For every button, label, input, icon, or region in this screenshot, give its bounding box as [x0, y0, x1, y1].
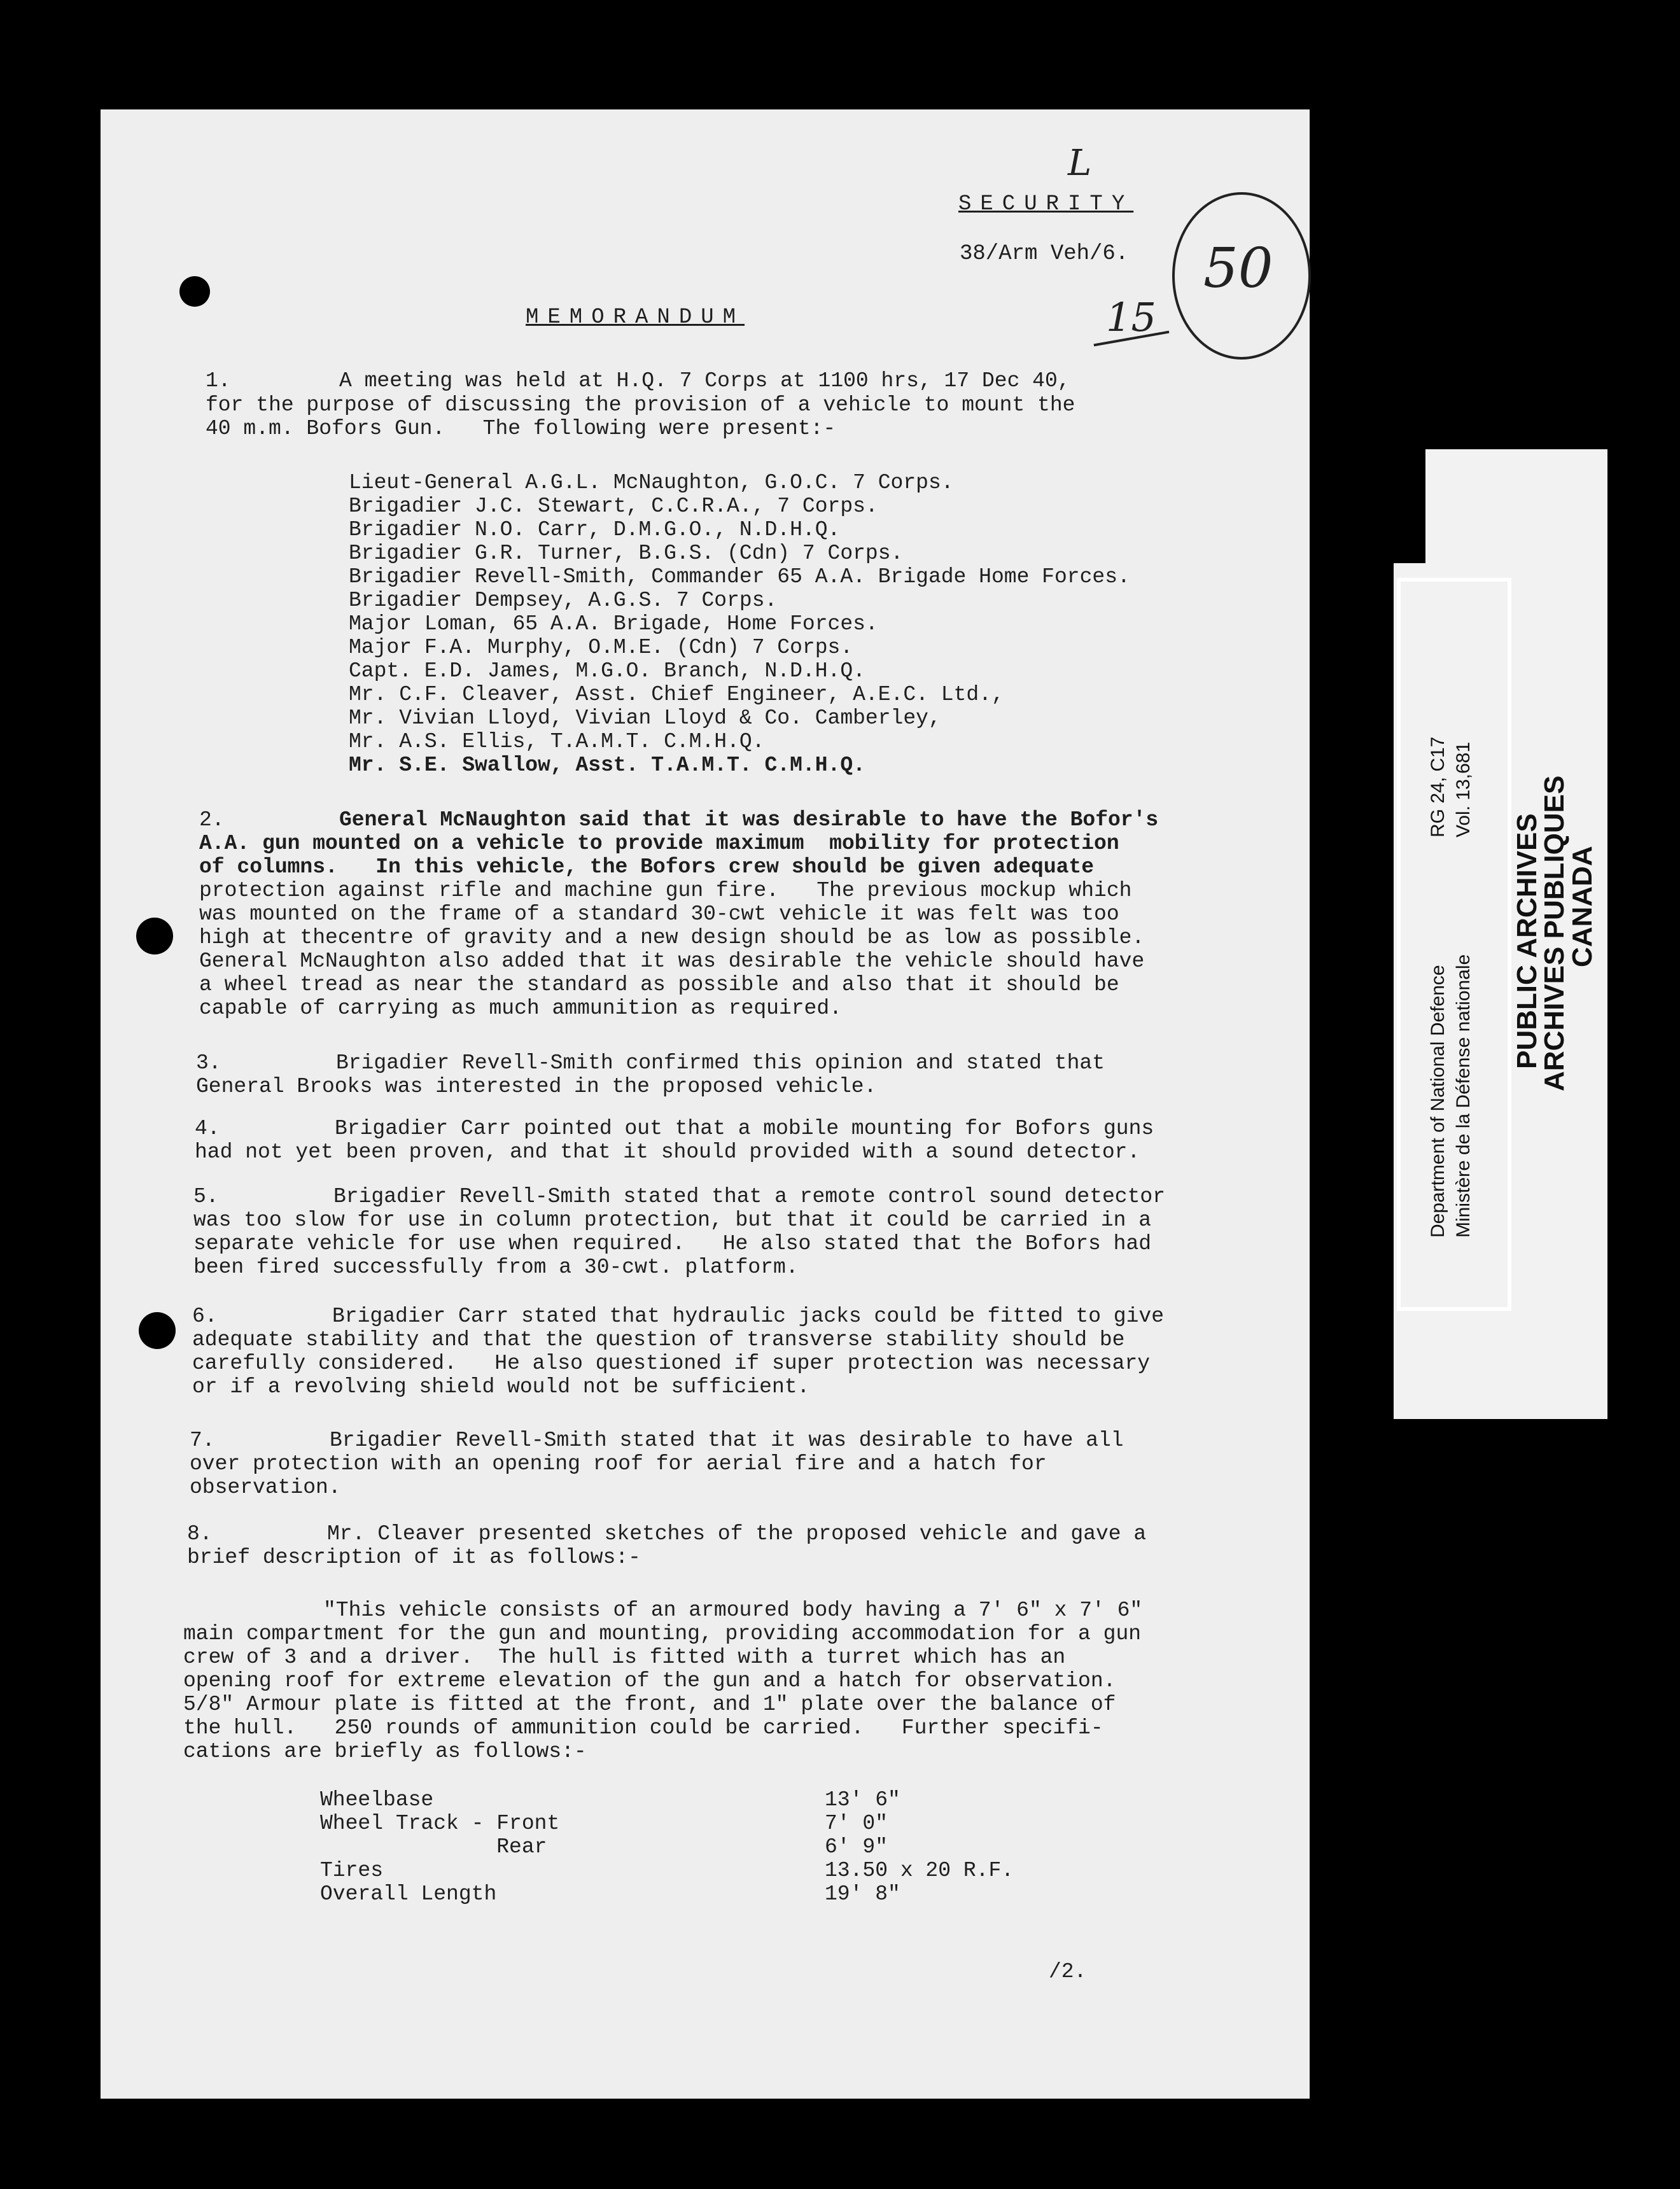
para-6-line: Brigadier Carr stated that hydraulic jacks could be fitted to give: [332, 1304, 1165, 1328]
memorandum-page: [101, 109, 1310, 2099]
quote-line: "This vehicle consists of an armoured body having a 7' 6" x 7' 6": [323, 1598, 1143, 1622]
security-heading: SECURITY: [958, 192, 1134, 216]
para-1-line: 40 m.m. Bofors Gun. The following were present:-: [206, 417, 836, 440]
archive-dept-fr: Ministère de la Défense nationale: [1453, 954, 1474, 1238]
punch-hole-middle: [136, 918, 173, 955]
para-5-line: been fired successfully from a 30-cwt. platform.: [193, 1255, 799, 1279]
quote-line: crew of 3 and a driver. The hull is fitted with a turret which has an: [183, 1646, 1066, 1669]
spec-value: 7' 0": [825, 1812, 888, 1835]
attendee: Brigadier Dempsey, A.G.S. 7 Corps.: [349, 589, 778, 612]
archive-stamp-tab: [1425, 449, 1607, 566]
quote-line: opening roof for extreme elevation of the gun and a hatch for observation.: [183, 1669, 1116, 1693]
para-2-number: 2.: [199, 808, 225, 832]
archive-archives-publiques: ARCHIVES PUBLIQUES: [1539, 775, 1570, 1091]
para-2-line: a wheel tread as near the standard as possible and also that it should be: [199, 973, 1119, 997]
para-3-number: 3.: [196, 1051, 221, 1075]
memorandum-title: MEMORANDUM: [526, 305, 745, 330]
para-8-line: Mr. Cleaver presented sketches of the proposed vehicle and gave a: [327, 1522, 1147, 1546]
archive-public-archives: PUBLIC ARCHIVES: [1511, 813, 1543, 1069]
para-2-line: of columns. In this vehicle, the Bofors crew should be given adequate: [199, 855, 1095, 879]
para-6-number: 6.: [192, 1304, 218, 1328]
para-5-number: 5.: [193, 1185, 219, 1208]
circled-folio-number: 50: [1203, 237, 1273, 300]
attendee: Brigadier N.O. Carr, D.M.G.O., N.D.H.Q.: [349, 518, 841, 542]
para-3-line: General Brooks was interested in the proposed vehicle.: [196, 1075, 877, 1098]
attendee: Major F.A. Murphy, O.M.E. (Cdn) 7 Corps.: [349, 636, 853, 659]
archive-ref-vol: Vol. 13,681: [1453, 741, 1474, 837]
para-7-line: Brigadier Revell-Smith stated that it was desirable to have all: [330, 1429, 1124, 1452]
quote-line: cations are briefly as follows:-: [183, 1740, 587, 1763]
para-4-line: had not yet been proven, and that it should provided with a sound detector.: [195, 1140, 1140, 1164]
attendee: Mr. C.F. Cleaver, Asst. Chief Engineer, A.E.C. Ltd.,: [349, 683, 1004, 706]
spec-value: 19' 8": [825, 1882, 900, 1906]
para-2-line: high at thecentre of gravity and a new design should be as low as possible.: [199, 926, 1145, 949]
para-6-line: or if a revolving shield would not be sufficient.: [192, 1375, 810, 1399]
para-4-line: Brigadier Carr pointed out that a mobile mounting for Bofors guns: [335, 1117, 1154, 1140]
para-4-number: 4.: [195, 1117, 220, 1140]
spec-value: 13.50 x 20 R.F.: [825, 1859, 1014, 1882]
quote-line: 5/8" Armour plate is fitted at the front, and 1" plate over the balance of: [183, 1693, 1116, 1716]
archive-ref-rg: RG 24, C17: [1427, 736, 1448, 837]
spec-label: Wheelbase: [320, 1788, 434, 1812]
next-page-marker: /2.: [1049, 1960, 1087, 1983]
para-2-line: General McNaughton also added that it was desirable the vehicle should have: [199, 949, 1145, 973]
para-1-line: for the purpose of discussing the provision of a vehicle to mount the: [206, 393, 1075, 417]
attendee: Lieut-General A.G.L. McNaughton, G.O.C. 7 Corps.: [349, 471, 954, 494]
spec-label: Overall Length: [320, 1882, 497, 1906]
para-2-line: was mounted on the frame of a standard 30-cwt vehicle it was felt was too: [199, 902, 1119, 926]
para-5-line: separate vehicle for use when required. He also stated that the Bofors had: [193, 1232, 1152, 1255]
attendee: Brigadier G.R. Turner, B.G.S. (Cdn) 7 Corps.: [349, 542, 904, 565]
spec-value: 13' 6": [825, 1788, 900, 1812]
para-1-line: A meeting was held at H.Q. 7 Corps at 1100 hrs, 17 Dec 40,: [339, 369, 1070, 393]
file-reference: 38/Arm Veh/6.: [960, 242, 1129, 266]
attendee: Brigadier J.C. Stewart, C.C.R.A., 7 Corps.: [349, 494, 878, 518]
spec-label: Rear: [320, 1835, 547, 1859]
spec-label: Wheel Track - Front: [320, 1812, 560, 1835]
para-2-line: A.A. gun mounted on a vehicle to provide maximum mobility for protection: [199, 832, 1119, 855]
para-2-line: capable of carrying as much ammunition as required.: [199, 997, 842, 1020]
para-7-number: 7.: [190, 1429, 215, 1452]
attendee: Brigadier Revell-Smith, Commander 65 A.A. Brigade Home Forces.: [349, 565, 1130, 589]
para-3-line: Brigadier Revell-Smith confirmed this opinion and stated that: [336, 1051, 1105, 1075]
attendee: Capt. E.D. James, M.G.O. Branch, N.D.H.Q.: [349, 659, 865, 683]
spec-value: 6' 9": [825, 1835, 888, 1859]
archive-canada: CANADA: [1567, 846, 1598, 967]
para-7-line: over protection with an opening roof for aerial fire and a hatch for: [190, 1452, 1047, 1476]
attendee: Mr. Vivian Lloyd, Vivian Lloyd & Co. Camberley,: [349, 706, 941, 730]
para-1-number: 1.: [206, 369, 231, 393]
para-2-line: General McNaughton said that it was desirable to have the Bofor's: [339, 808, 1159, 832]
quote-line: the hull. 250 rounds of ammunition could be carried. Further specifi-: [183, 1716, 1103, 1740]
attendee: Mr. S.E. Swallow, Asst. T.A.M.T. C.M.H.Q.: [349, 753, 865, 777]
punch-hole-bottom: [139, 1312, 176, 1349]
para-5-line: was too slow for use in column protection, but that it could be carried in a: [193, 1208, 1152, 1232]
para-8-number: 8.: [187, 1522, 213, 1546]
punch-hole-top: [179, 276, 210, 307]
para-8-line: brief description of it as follows:-: [187, 1546, 641, 1569]
archive-dept-en: Department of National Defence: [1427, 965, 1448, 1238]
quote-line: main compartment for the gun and mounting, providing accommodation for a gun: [183, 1622, 1142, 1646]
spec-label: Tires: [320, 1859, 384, 1882]
para-6-line: adequate stability and that the question of transverse stability should be: [192, 1328, 1125, 1352]
attendee: Major Loman, 65 A.A. Brigade, Home Forces.: [349, 612, 878, 636]
corner-mark: L: [1068, 143, 1092, 184]
para-2-line: protection against rifle and machine gun fire. The previous mockup which: [199, 879, 1132, 902]
handwritten-number: 15: [1106, 294, 1156, 340]
para-5-line: Brigadier Revell-Smith stated that a remote control sound detector: [333, 1185, 1166, 1208]
para-7-line: observation.: [190, 1476, 341, 1499]
attendee: Mr. A.S. Ellis, T.A.M.T. C.M.H.Q.: [349, 730, 765, 753]
para-6-line: carefully considered. He also questioned if super protection was necessary: [192, 1352, 1151, 1375]
